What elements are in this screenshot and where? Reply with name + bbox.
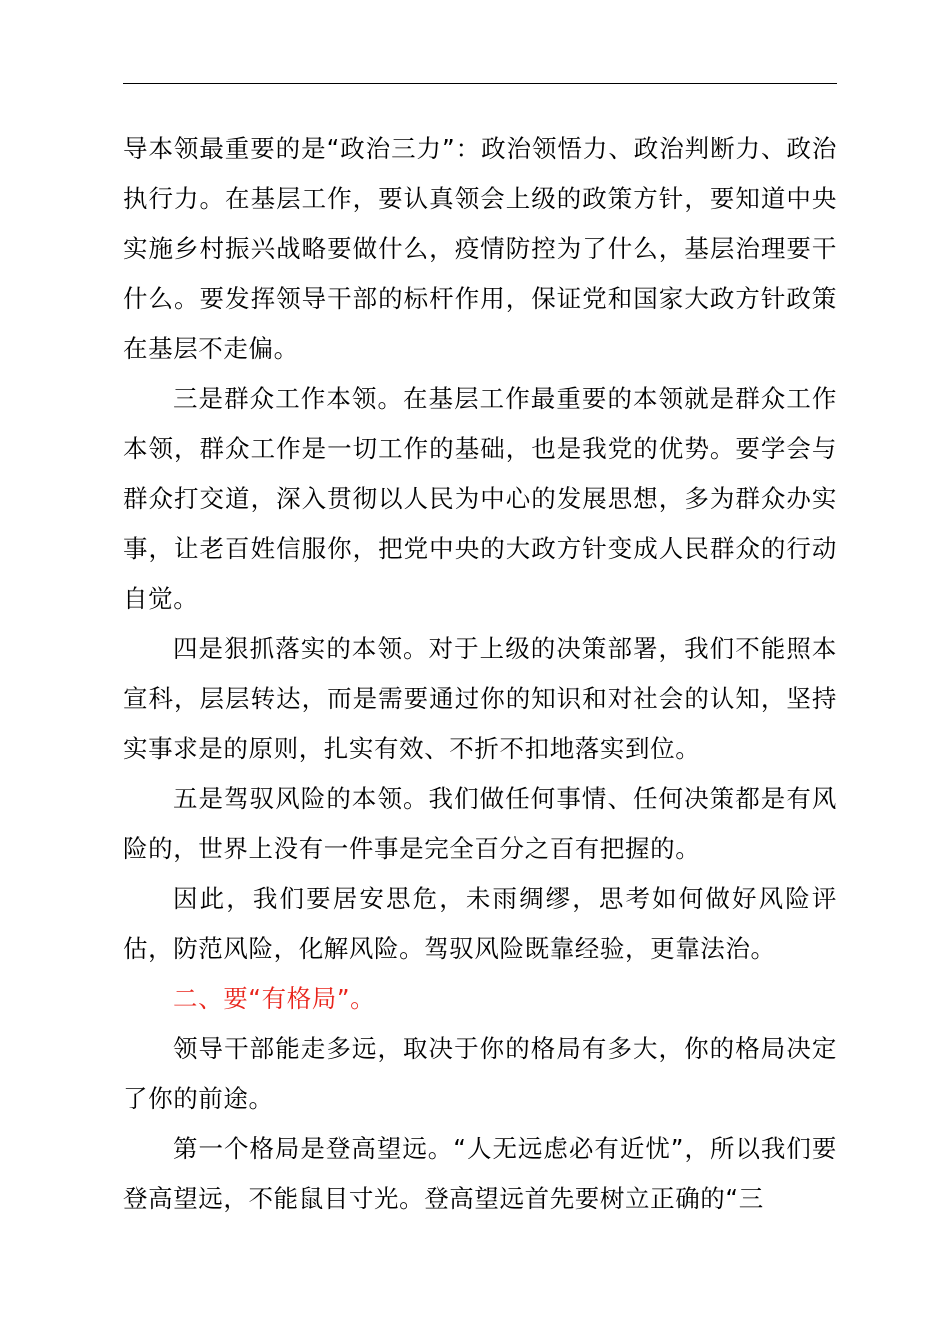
paragraph-implementation: 四是狠抓落实的本领。对于上级的决策部署，我们不能照本宣科，层层转达，而是需要通过你的知识和对社会的认知，坚持实事求是的原则，扎实有效、不折不扣地落实到位。: [123, 634, 837, 763]
paragraph-mass-work: 三是群众工作本领。在基层工作最重要的本领就是群众工作本领，群众工作是一切工作的基础，也是我党的优势。要学会与群众打交道，深入贯彻以人民为中心的发展思想，多为群众办实事，让老百姓信服你，把党中央的大政方针变成人民群众的行动自觉。: [123, 384, 837, 613]
header-rule: [123, 83, 837, 84]
section-heading-pattern: 二、要“有格局”。: [173, 984, 376, 1013]
paragraph-risk-prevention: 因此，我们要居安思危，未雨绸缪，思考如何做好风险评估，防范风险，化解风险。驾驭风险既靠经验，更靠法治。: [123, 884, 837, 963]
paragraph-pattern-intro: 领导干部能走多远，取决于你的格局有多大，你的格局决定了你的前途。: [123, 1034, 837, 1113]
paragraph-political-ability: 导本领最重要的是“政治三力”：政治领悟力、政治判断力、政治执行力。在基层工作，要认真领会上级的政策方针，要知道中央实施乡村振兴战略要做什么，疫情防控为了什么，基层治理要干什么。要发挥领导干部的标杆作用，保证党和国家大政方针政策在基层不走偏。: [123, 134, 837, 363]
paragraph-first-pattern: 第一个格局是登高望远。“人无远虑必有近忧”，所以我们要登高望远，不能鼠目寸光。登高望远首先要树立正确的“三: [123, 1134, 837, 1213]
paragraph-risk-control: 五是驾驭风险的本领。我们做任何事情、任何决策都是有风险的，世界上没有一件事是完全百分之百有把握的。: [123, 784, 837, 863]
document-body: [123, 124, 837, 1224]
